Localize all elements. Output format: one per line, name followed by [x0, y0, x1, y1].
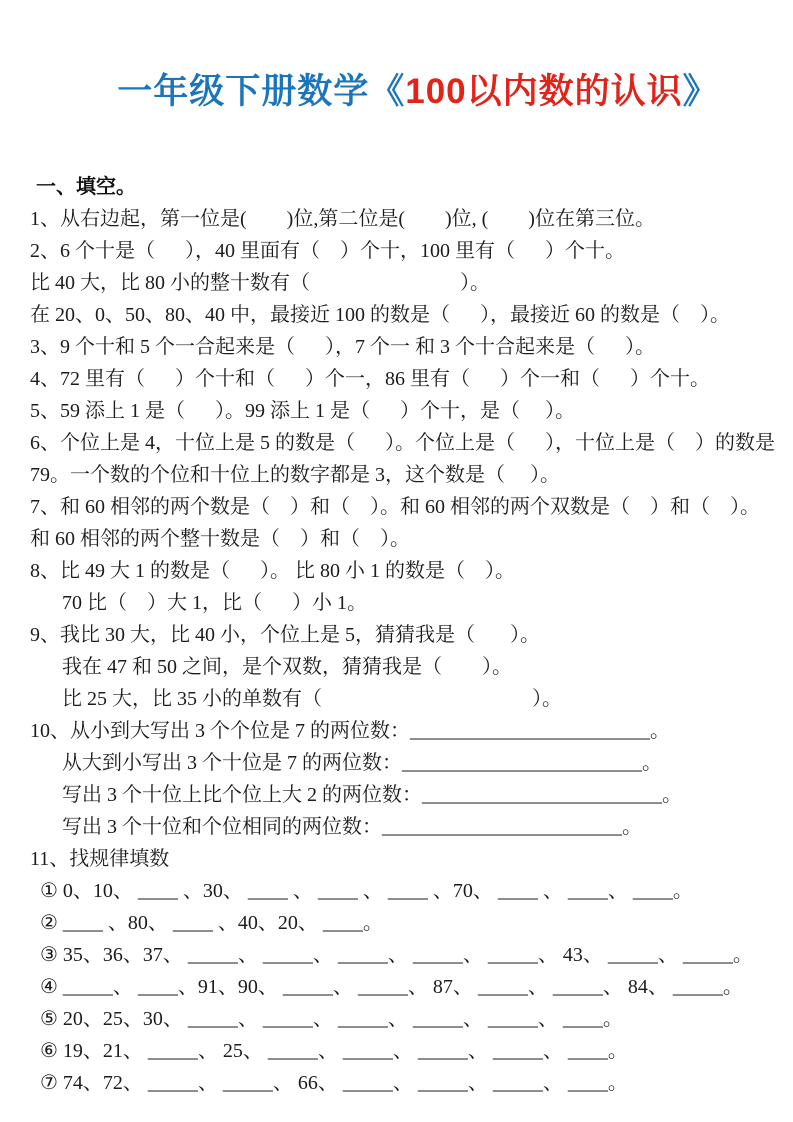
worksheet-line: ② ____ 、80、 ____ 、40、20、 ____。 [40, 912, 383, 934]
worksheet-line: ⑤ 20、25、30、 _____、 _____、 _____、 _____、 _____、 ____。 [40, 1008, 623, 1030]
worksheet-line: 在 20、0、50、80、40 中，最接近 100 的数是（ ），最接近 60 的数是（ ）。 [30, 304, 730, 326]
worksheet-line: 比 40 大，比 80 小的整十数有（ ）。 [30, 272, 490, 294]
worksheet-line: 3、9 个十和 5 个一合起来是（ ），7 个一 和 3 个十合起来是（ ）。 [30, 336, 655, 358]
worksheet-line: 从大到小写出 3 个十位是 7 的两位数：________________________。 [62, 752, 662, 774]
worksheet-lines [0, 203, 793, 1099]
worksheet-line: 8、比 49 大 1 的数是（ ）。 比 80 小 1 的数是（ ）。 [30, 560, 515, 582]
worksheet-line: ① 0、10、 ____ 、30、 ____ 、 ____ 、 ____ 、70、 ____ 、 ____、 ____。 [40, 880, 693, 902]
worksheet-line: ⑦ 74、72、 _____、 _____、 66、 _____、 _____、 _____、 ____。 [40, 1072, 628, 1094]
worksheet-line: ③ 35、36、37、 _____、 _____、 _____、 _____、 _____、 43、 _____、 _____。 [40, 944, 753, 966]
section-heading: 一、填空。 [36, 176, 136, 198]
worksheet-line: ④ _____、 ____、91、90、 _____、 _____、 87、 _____、 _____、 84、 _____。 [40, 976, 743, 998]
page-title [0, 24, 793, 154]
worksheet-line: 4、72 里有（ ）个十和（ ）个一，86 里有（ ）个一和（ ）个十。 [30, 368, 710, 390]
worksheet-line: 写出 3 个十位和个位相同的两位数：________________________。 [62, 816, 642, 838]
worksheet-line: 6、个位上是 4，十位上是 5 的数是（ ）。个位上是（ ），十位上是（ ）的数是 [30, 432, 775, 454]
worksheet-line: 7、和 60 相邻的两个数是（ ）和（ ）。和 60 相邻的两个双数是（ ）和（ ）。 [30, 496, 760, 518]
worksheet-line: 我在 47 和 50 之间，是个双数，猜猜我是（ ）。 [62, 656, 512, 678]
worksheet-line: 5、59 添上 1 是（ ）。99 添上 1 是（ ）个十，是（ ）。 [30, 400, 575, 422]
worksheet-line: 和 60 相邻的两个整十数是（ ）和（ ）。 [30, 528, 410, 550]
worksheet-line: 70 比（ ）大 1，比（ ）小 1。 [62, 592, 367, 614]
title-highlight: 100以内数的认识 [405, 72, 683, 111]
worksheet-line: 2、6 个十是（ ），40 里面有（ ）个十，100 里有（ ）个十。 [30, 240, 625, 262]
title-bracket-close-icon: 》 [682, 72, 719, 111]
worksheet-line: 79。一个数的个位和十位上的数字都是 3，这个数是（ ）。 [30, 464, 560, 486]
worksheet-line: ⑥ 19、21、 _____、 25、 _____、 _____、 _____、 _____、 ____。 [40, 1040, 628, 1062]
worksheet-line: 写出 3 个十位上比个位上大 2 的两位数：________________________。 [62, 784, 682, 806]
worksheet-line: 9、我比 30 大，比 40 小，个位上是 5，猜猜我是（ ）。 [30, 624, 540, 646]
worksheet-line: 10、从小到大写出 3 个个位是 7 的两位数：________________________。 [30, 720, 670, 742]
worksheet-line: 比 25 大，比 35 小的单数有（ ）。 [62, 688, 562, 710]
title-bracket-open-icon: 《 [369, 72, 406, 111]
title-prefix: 一年级下册数学 [117, 72, 370, 111]
worksheet-line: 11、找规律填数 [30, 848, 170, 870]
worksheet-line: 1、从右边起，第一位是( )位,第二位是( )位, ( )位在第三位。 [30, 208, 655, 230]
